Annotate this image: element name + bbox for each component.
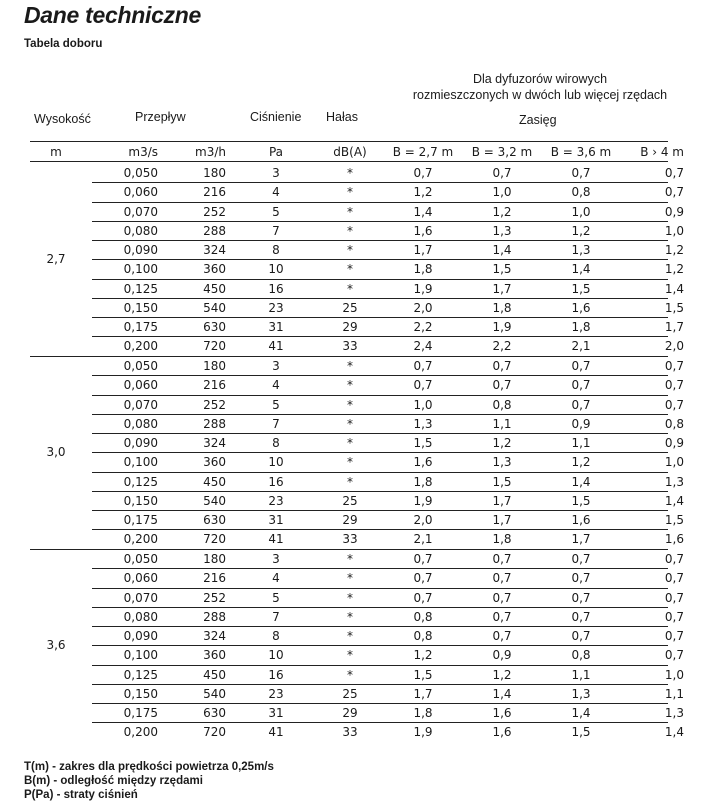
table-cell: 0,175 xyxy=(123,320,158,334)
table-cell: 180 xyxy=(203,166,226,180)
table-cell: 324 xyxy=(203,436,226,450)
table-cell: 1,2 xyxy=(413,185,433,200)
row-divider xyxy=(92,317,668,318)
row-divider xyxy=(92,722,668,723)
table-cell: 3 xyxy=(272,166,280,180)
table-cell: 0,125 xyxy=(123,474,158,489)
table-cell: 0,150 xyxy=(123,493,158,508)
table-cell: 1,2 xyxy=(492,204,512,219)
table-cell: 216 xyxy=(203,571,226,586)
table-cell: 41 xyxy=(268,725,284,740)
table-cell: 1,5 xyxy=(492,474,512,489)
table-cell: 25 xyxy=(342,300,358,315)
table-cell: 1,7 xyxy=(413,243,433,257)
table-cell: 1,6 xyxy=(571,300,591,315)
table-cell: 1,3 xyxy=(664,474,684,489)
group-header-line-2: rozmieszczonych w dwóch lub więcej rzędach xyxy=(412,88,668,102)
table-cell: 0,8 xyxy=(571,185,591,200)
table-cell: 3 xyxy=(272,552,280,566)
table-cell: 0,7 xyxy=(492,166,512,180)
table-cell: * xyxy=(347,223,353,238)
table-cell: 1,6 xyxy=(492,706,512,720)
table-cell: 29 xyxy=(342,513,358,527)
table-cell: 0,7 xyxy=(413,166,433,180)
table-cell: 360 xyxy=(203,455,226,470)
unit-col-4: dB(A) xyxy=(333,145,367,159)
table-cell: * xyxy=(347,262,353,277)
table-cell: 1,7 xyxy=(413,686,433,701)
table-cell: 1,5 xyxy=(571,281,591,296)
table-cell: * xyxy=(347,455,353,470)
table-cell: 0,150 xyxy=(123,300,158,315)
table-cell: 1,3 xyxy=(664,706,684,720)
table-cell: 1,3 xyxy=(571,243,591,257)
table-cell: 1,5 xyxy=(413,667,433,682)
table-cell: 450 xyxy=(203,474,226,489)
table-cell: 0,070 xyxy=(123,590,158,605)
table-cell: * xyxy=(347,204,353,219)
table-cell: 450 xyxy=(203,281,226,296)
table-cell: * xyxy=(347,629,353,643)
page-title: Dane techniczne xyxy=(24,2,201,28)
header-range: Zasięg xyxy=(519,113,557,127)
table-cell: 1,3 xyxy=(413,416,433,431)
table-cell: 0,7 xyxy=(664,166,684,180)
unit-col-6: B = 3,2 m xyxy=(471,145,533,159)
table-cell: 0,050 xyxy=(123,166,158,180)
table-cell: * xyxy=(347,397,353,412)
table-cell: 1,0 xyxy=(664,223,684,238)
table-cell: 16 xyxy=(268,281,284,296)
table-cell: 1,4 xyxy=(664,725,684,740)
table-cell: 0,7 xyxy=(571,629,591,643)
footnotes xyxy=(24,760,274,802)
table-cell: * xyxy=(347,474,353,489)
table-cell: 1,0 xyxy=(664,667,684,682)
table-cell: 0,080 xyxy=(123,609,158,624)
table-cell: * xyxy=(347,571,353,586)
table-cell: 1,7 xyxy=(492,281,512,296)
table-cell: 0,9 xyxy=(571,416,591,431)
row-divider xyxy=(92,703,668,704)
row-divider xyxy=(92,665,668,666)
table-cell: 1,8 xyxy=(413,262,433,277)
table-cell: 1,2 xyxy=(571,223,591,238)
table-cell: 1,4 xyxy=(571,706,591,720)
table-cell: 1,4 xyxy=(571,474,591,489)
table-cell: 252 xyxy=(203,590,226,605)
table-cell: 0,7 xyxy=(413,552,433,566)
table-cell: 1,1 xyxy=(664,686,684,701)
table-cell: 41 xyxy=(268,532,284,547)
table-cell: * xyxy=(347,609,353,624)
table-cell: 8 xyxy=(272,243,280,257)
table-cell: 1,9 xyxy=(413,281,433,296)
table-cell: 2,0 xyxy=(413,300,433,315)
row-divider xyxy=(92,395,668,396)
table-cell: 33 xyxy=(342,339,358,354)
table-cell: 0,070 xyxy=(123,204,158,219)
row-divider xyxy=(92,645,668,646)
table-cell: 1,7 xyxy=(664,320,684,334)
table-cell: 25 xyxy=(342,493,358,508)
table-cell: 7 xyxy=(272,416,280,431)
table-cell: 0,090 xyxy=(123,243,158,257)
table-cell: 0,7 xyxy=(492,552,512,566)
row-divider xyxy=(92,588,668,589)
table-cell: 0,7 xyxy=(664,648,684,663)
table-cell: 0,060 xyxy=(123,378,158,393)
table-cell: 41 xyxy=(268,339,284,354)
table-cell: * xyxy=(347,378,353,393)
table-cell: 0,7 xyxy=(413,590,433,605)
table-cell: 720 xyxy=(203,725,226,740)
table-cell: 0,7 xyxy=(413,571,433,586)
table-cell: 0,090 xyxy=(123,629,158,643)
table-cell: 1,5 xyxy=(413,436,433,450)
table-cell: 1,0 xyxy=(413,397,433,412)
table-cell: 324 xyxy=(203,629,226,643)
table-cell: 0,7 xyxy=(492,590,512,605)
table-cell: 1,3 xyxy=(492,455,512,470)
table-cell: 0,7 xyxy=(664,552,684,566)
table-cell: 0,100 xyxy=(123,648,158,663)
table-cell: 31 xyxy=(268,706,284,720)
table-cell: 1,0 xyxy=(664,455,684,470)
table-cell: 2,4 xyxy=(413,339,433,354)
table-cell: 0,7 xyxy=(664,397,684,412)
table-cell: 2,0 xyxy=(664,339,684,354)
table-cell: 0,9 xyxy=(664,204,684,219)
table-cell: 1,6 xyxy=(413,455,433,470)
table-cell: 0,100 xyxy=(123,455,158,470)
row-divider xyxy=(92,221,668,222)
table-cell: 0,7 xyxy=(571,359,591,373)
table-cell: 0,125 xyxy=(123,281,158,296)
table-cell: 33 xyxy=(342,532,358,547)
table-cell: 1,2 xyxy=(664,262,684,277)
table-cell: 5 xyxy=(272,204,280,219)
table-cell: 23 xyxy=(268,300,284,315)
table-cell: 1,5 xyxy=(571,493,591,508)
table-cell: 0,050 xyxy=(123,359,158,373)
table-cell: 0,060 xyxy=(123,185,158,200)
row-divider xyxy=(92,452,668,453)
table-cell: 16 xyxy=(268,474,284,489)
table-cell: 2,2 xyxy=(413,320,433,334)
table-cell: 0,8 xyxy=(413,609,433,624)
table-cell: 540 xyxy=(203,493,226,508)
table-cell: 0,7 xyxy=(571,571,591,586)
row-divider xyxy=(30,549,668,550)
row-divider xyxy=(92,259,668,260)
table-cell: 1,1 xyxy=(571,667,591,682)
table-cell: 3 xyxy=(272,359,280,373)
table-cell: 288 xyxy=(203,609,226,624)
table-cell: 0,7 xyxy=(664,590,684,605)
table-cell: 720 xyxy=(203,532,226,547)
table-cell: 630 xyxy=(203,513,226,527)
table-cell: 1,2 xyxy=(492,436,512,450)
table-cell: 23 xyxy=(268,686,284,701)
table-cell: 1,3 xyxy=(571,686,591,701)
row-divider xyxy=(92,298,668,299)
diffuser-group-header xyxy=(400,71,680,103)
table-cell: 450 xyxy=(203,667,226,682)
table-cell: 1,5 xyxy=(571,725,591,740)
table-cell: 1,6 xyxy=(413,223,433,238)
row-divider xyxy=(92,607,668,608)
table-cell: 1,8 xyxy=(413,474,433,489)
table-cell: 31 xyxy=(268,513,284,527)
table-cell: 0,9 xyxy=(664,436,684,450)
row-divider xyxy=(92,684,668,685)
table-cell: 360 xyxy=(203,262,226,277)
table-cell: 0,080 xyxy=(123,416,158,431)
table-cell: 0,7 xyxy=(413,359,433,373)
table-cell: * xyxy=(347,590,353,605)
table-cell: 288 xyxy=(203,223,226,238)
footnote-p: P(Pa) - straty ciśnień xyxy=(24,789,138,801)
table-cell: 1,4 xyxy=(664,281,684,296)
table-cell: 4 xyxy=(272,571,280,586)
table-cell: * xyxy=(347,416,353,431)
header-bottom-rule xyxy=(30,161,668,162)
table-cell: 0,7 xyxy=(492,629,512,643)
table-cell: 0,8 xyxy=(664,416,684,431)
table-cell: 0,080 xyxy=(123,223,158,238)
table-cell: 252 xyxy=(203,204,226,219)
table-cell: 33 xyxy=(342,725,358,740)
row-divider xyxy=(92,472,668,473)
table-cell: 1,4 xyxy=(413,204,433,219)
table-cell: 1,9 xyxy=(492,320,512,334)
table-cell: 0,175 xyxy=(123,513,158,527)
table-cell: 7 xyxy=(272,223,280,238)
table-cell: 630 xyxy=(203,320,226,334)
header-flow: Przepływ xyxy=(135,110,186,124)
table-cell: 1,5 xyxy=(492,262,512,277)
table-cell: 1,5 xyxy=(664,513,684,527)
row-divider xyxy=(92,626,668,627)
row-divider xyxy=(92,375,668,376)
row-divider xyxy=(92,414,668,415)
table-cell: 1,4 xyxy=(571,262,591,277)
table-cell: 1,7 xyxy=(571,532,591,547)
table-cell: 288 xyxy=(203,416,226,431)
table-cell: 1,2 xyxy=(413,648,433,663)
table-cell: 1,6 xyxy=(664,532,684,547)
table-cell: 1,3 xyxy=(492,223,512,238)
table-cell: 25 xyxy=(342,686,358,701)
table-cell: 1,7 xyxy=(492,513,512,527)
header-top-rule xyxy=(30,141,668,142)
table-cell: 180 xyxy=(203,552,226,566)
table-cell: 2,1 xyxy=(571,339,591,354)
table-cell: 0,7 xyxy=(664,571,684,586)
table-cell: 10 xyxy=(268,455,284,470)
height-group-label: 3,0 xyxy=(46,445,66,460)
table-cell: 0,7 xyxy=(413,378,433,393)
table-cell: 0,7 xyxy=(492,378,512,393)
table-cell: 8 xyxy=(272,629,280,643)
table-cell: 1,2 xyxy=(664,243,684,257)
table-cell: 0,7 xyxy=(492,609,512,624)
table-cell: 0,7 xyxy=(492,571,512,586)
table-cell: 10 xyxy=(268,262,284,277)
table-cell: 0,7 xyxy=(571,590,591,605)
row-divider xyxy=(92,568,668,569)
table-cell: 1,0 xyxy=(492,185,512,200)
table-cell: * xyxy=(347,166,353,180)
table-cell: 4 xyxy=(272,185,280,200)
table-cell: 5 xyxy=(272,590,280,605)
table-cell: 540 xyxy=(203,686,226,701)
header-noise: Hałas xyxy=(326,110,358,124)
table-cell: 1,4 xyxy=(664,493,684,508)
row-divider xyxy=(92,240,668,241)
row-divider xyxy=(92,202,668,203)
table-cell: 1,1 xyxy=(492,416,512,431)
table-cell: 5 xyxy=(272,397,280,412)
table-cell: 0,7 xyxy=(492,359,512,373)
table-cell: * xyxy=(347,667,353,682)
table-cell: 252 xyxy=(203,397,226,412)
unit-col-5: B = 2,7 m xyxy=(392,145,454,159)
row-divider xyxy=(92,279,668,280)
unit-col-1: m3/s xyxy=(128,145,158,159)
table-cell: 16 xyxy=(268,667,284,682)
table-cell: 0,200 xyxy=(123,725,158,740)
table-cell: 8 xyxy=(272,436,280,450)
table-cell: 0,175 xyxy=(123,706,158,720)
table-cell: 0,8 xyxy=(571,648,591,663)
table-cell: 23 xyxy=(268,493,284,508)
footnote-b: B(m) - odległość między rzędami xyxy=(24,775,203,787)
table-cell: 540 xyxy=(203,300,226,315)
table-cell: 0,7 xyxy=(571,378,591,393)
table-cell: 0,7 xyxy=(664,359,684,373)
table-cell: 0,9 xyxy=(492,648,512,663)
unit-col-3: Pa xyxy=(268,145,284,159)
table-cell: 29 xyxy=(342,320,358,334)
table-cell: 2,2 xyxy=(492,339,512,354)
table-cell: 2,0 xyxy=(413,513,433,527)
table-cell: 1,8 xyxy=(492,532,512,547)
row-divider xyxy=(92,336,668,337)
table-cell: 360 xyxy=(203,648,226,663)
table-cell: 0,7 xyxy=(664,609,684,624)
table-cell: 4 xyxy=(272,378,280,393)
table-cell: 0,150 xyxy=(123,686,158,701)
table-cell: 0,8 xyxy=(413,629,433,643)
table-cell: 0,8 xyxy=(492,397,512,412)
table-cell: 720 xyxy=(203,339,226,354)
table-cell: 0,7 xyxy=(571,397,591,412)
table-cell: 0,7 xyxy=(571,552,591,566)
table-cell: * xyxy=(347,359,353,373)
table-cell: 0,090 xyxy=(123,436,158,450)
table-cell: 0,100 xyxy=(123,262,158,277)
table-cell: 1,4 xyxy=(492,243,512,257)
row-divider xyxy=(92,433,668,434)
table-cell: 180 xyxy=(203,359,226,373)
table-cell: 1,8 xyxy=(413,706,433,720)
table-cell: 1,0 xyxy=(571,204,591,219)
table-cell: 0,7 xyxy=(571,609,591,624)
row-divider xyxy=(30,356,668,357)
unit-col-0: m xyxy=(50,145,62,159)
table-cell: 0,7 xyxy=(664,378,684,393)
table-cell: 1,1 xyxy=(571,436,591,450)
table-cell: 2,1 xyxy=(413,532,433,547)
table-cell: 10 xyxy=(268,648,284,663)
table-cell: 1,6 xyxy=(571,513,591,527)
table-cell: 216 xyxy=(203,185,226,200)
unit-col-8: B › 4 m xyxy=(640,145,684,159)
table-cell: 1,7 xyxy=(492,493,512,508)
table-cell: 0,200 xyxy=(123,532,158,547)
row-divider xyxy=(92,510,668,511)
table-cell: 1,2 xyxy=(571,455,591,470)
table-cell: 0,7 xyxy=(571,166,591,180)
group-header-line-1: Dla dyfuzorów wirowych xyxy=(472,72,608,86)
table-cell: 1,9 xyxy=(413,493,433,508)
table-cell: 216 xyxy=(203,378,226,393)
table-cell: 1,9 xyxy=(413,725,433,740)
footnote-t: T(m) - zakres dla prędkości powietrza 0,25m/s xyxy=(24,761,274,773)
header-pressure: Ciśnienie xyxy=(250,110,302,124)
table-cell: * xyxy=(347,185,353,200)
table-cell: 0,125 xyxy=(123,667,158,682)
table-cell: * xyxy=(347,243,353,257)
table-cell: 324 xyxy=(203,243,226,257)
table-cell: 0,200 xyxy=(123,339,158,354)
table-cell: 31 xyxy=(268,320,284,334)
table-cell: 29 xyxy=(342,706,358,720)
table-cell: 0,060 xyxy=(123,571,158,586)
table-cell: 1,8 xyxy=(571,320,591,334)
table-subtitle: Tabela doboru xyxy=(24,38,103,50)
height-group-label: 2,7 xyxy=(46,252,66,267)
table-cell: 630 xyxy=(203,706,226,720)
table-cell: 0,050 xyxy=(123,552,158,566)
table-cell: 1,8 xyxy=(492,300,512,315)
height-group-label: 3,6 xyxy=(46,638,66,653)
unit-col-7: B = 3,6 m xyxy=(550,145,612,159)
table-cell: 0,070 xyxy=(123,397,158,412)
table-cell: 7 xyxy=(272,609,280,624)
table-cell: 1,4 xyxy=(492,686,512,701)
table-cell: * xyxy=(347,281,353,296)
row-divider xyxy=(92,529,668,530)
header-height: Wysokość xyxy=(34,112,91,126)
table-cell: 1,2 xyxy=(492,667,512,682)
unit-col-2: m3/h xyxy=(195,145,226,159)
row-divider xyxy=(92,491,668,492)
table-cell: * xyxy=(347,552,353,566)
table-cell: 1,5 xyxy=(664,300,684,315)
table-cell: * xyxy=(347,436,353,450)
table-cell: 1,6 xyxy=(492,725,512,740)
table-cell: 0,7 xyxy=(664,629,684,643)
table-cell: 0,7 xyxy=(664,185,684,200)
table-cell: * xyxy=(347,648,353,663)
row-divider xyxy=(92,182,668,183)
